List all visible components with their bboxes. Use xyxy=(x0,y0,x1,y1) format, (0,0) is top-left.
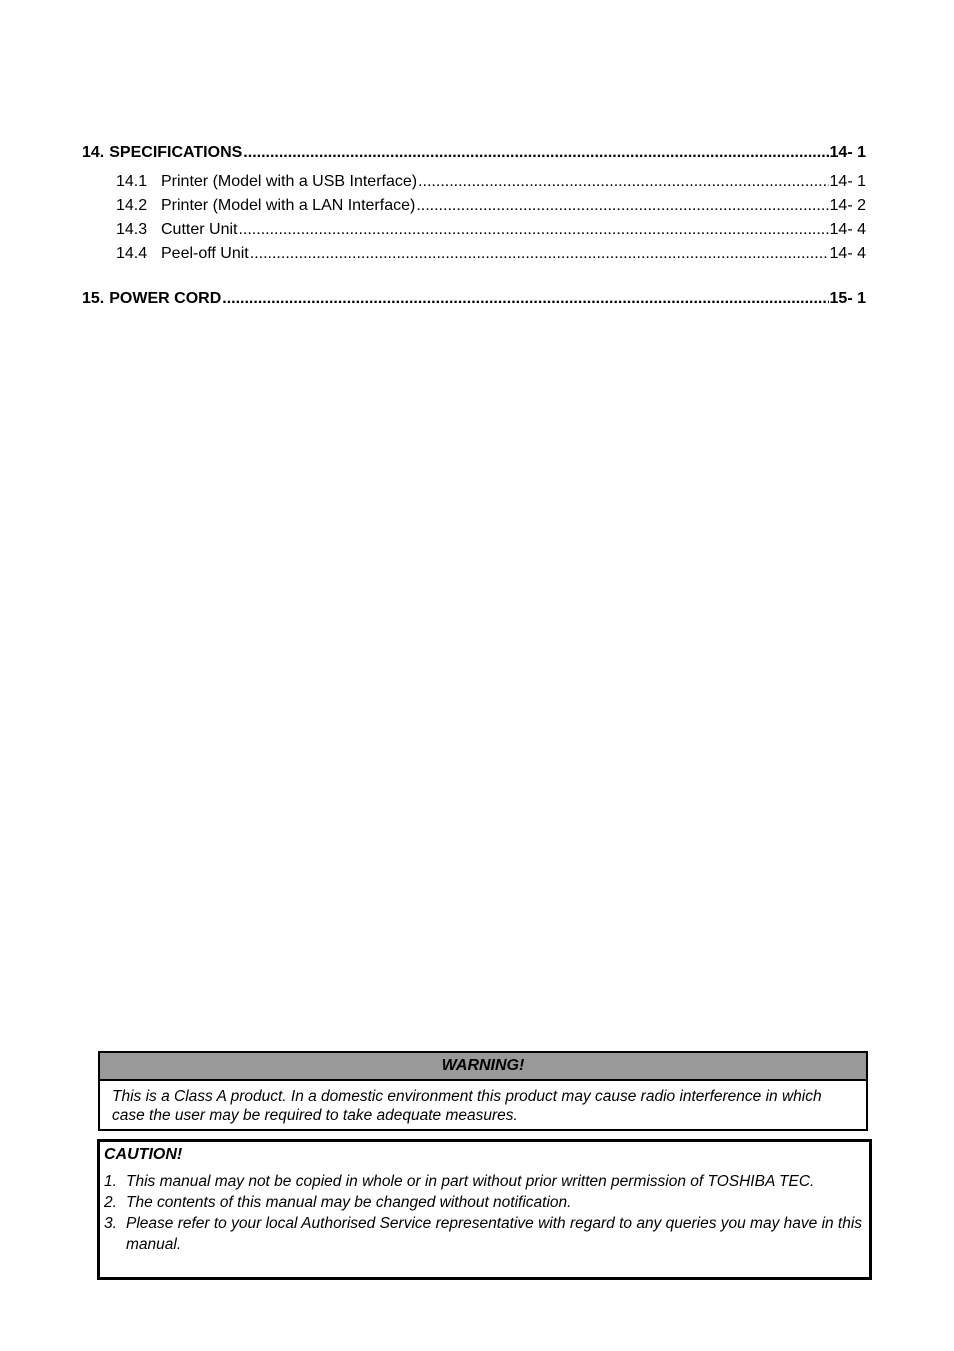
caution-item-text: The contents of this manual may be changed without notification. xyxy=(126,1194,572,1211)
caution-item xyxy=(104,1213,863,1255)
caution-item-text: This manual may not be copied in whole or in part without prior written permission of TOSHIBA TEC. xyxy=(126,1173,815,1190)
toc-dot-leader xyxy=(250,242,829,266)
caution-item xyxy=(104,1171,863,1192)
toc-chapter-number: 15. xyxy=(82,290,105,307)
caution-item-index: 2. xyxy=(104,1194,117,1211)
toc-chapter-number: 14. xyxy=(82,144,105,161)
toc-dot-leader xyxy=(222,289,828,309)
warning-title: WARNING! xyxy=(100,1053,866,1081)
toc-page-number: 14- 2 xyxy=(829,197,866,214)
caution-item-index: 1. xyxy=(104,1173,117,1190)
toc-chapter-title: SPECIFICATIONS xyxy=(109,144,243,161)
toc-dot-leader xyxy=(243,143,828,163)
toc-page-number: 14- 1 xyxy=(829,173,866,190)
toc-section-title: Printer (Model with a LAN Interface) xyxy=(161,197,416,214)
toc-section-number: 14.3 xyxy=(116,221,148,238)
toc-dot-leader xyxy=(416,194,828,218)
caution-title: CAUTION! xyxy=(104,1146,183,1163)
toc-section-title: Printer (Model with a USB Interface) xyxy=(161,173,418,190)
toc-dot-leader xyxy=(238,218,828,242)
toc-section-14-1[interactable] xyxy=(82,170,866,194)
caution-item-text: Please refer to your local Authorised Service representative with regard to any queries you may have in this manual. xyxy=(126,1215,863,1253)
toc-section-title: Cutter Unit xyxy=(161,221,238,238)
toc-section-14-3[interactable] xyxy=(82,218,866,242)
warning-box xyxy=(98,1051,868,1131)
toc-chapter-14[interactable] xyxy=(82,143,866,163)
toc-section-title: Peel-off Unit xyxy=(161,245,249,262)
warning-text: This is a Class A product. In a domestic environment this product may cause radio interference in which case the user may be required to take adequate measures. xyxy=(112,1088,822,1124)
toc-page-number: 14- 4 xyxy=(829,245,866,262)
toc-page-number: 14- 4 xyxy=(829,221,866,238)
toc-page-number: 14- 1 xyxy=(829,144,866,161)
toc-section-number: 14.2 xyxy=(116,197,148,214)
caution-list xyxy=(104,1171,863,1255)
toc-section-number: 14.4 xyxy=(116,245,148,262)
toc-chapter-15[interactable] xyxy=(82,289,866,309)
toc-section-14-4[interactable] xyxy=(82,242,866,266)
toc-page-number: 15- 1 xyxy=(829,290,866,307)
caution-item-index: 3. xyxy=(104,1215,117,1232)
table-of-contents xyxy=(82,143,866,309)
toc-section-14-2[interactable] xyxy=(82,194,866,218)
toc-section-number: 14.1 xyxy=(116,173,148,190)
caution-box xyxy=(97,1139,872,1280)
toc-dot-leader xyxy=(418,170,828,194)
toc-chapter-title: POWER CORD xyxy=(109,290,222,307)
caution-item xyxy=(104,1192,863,1213)
